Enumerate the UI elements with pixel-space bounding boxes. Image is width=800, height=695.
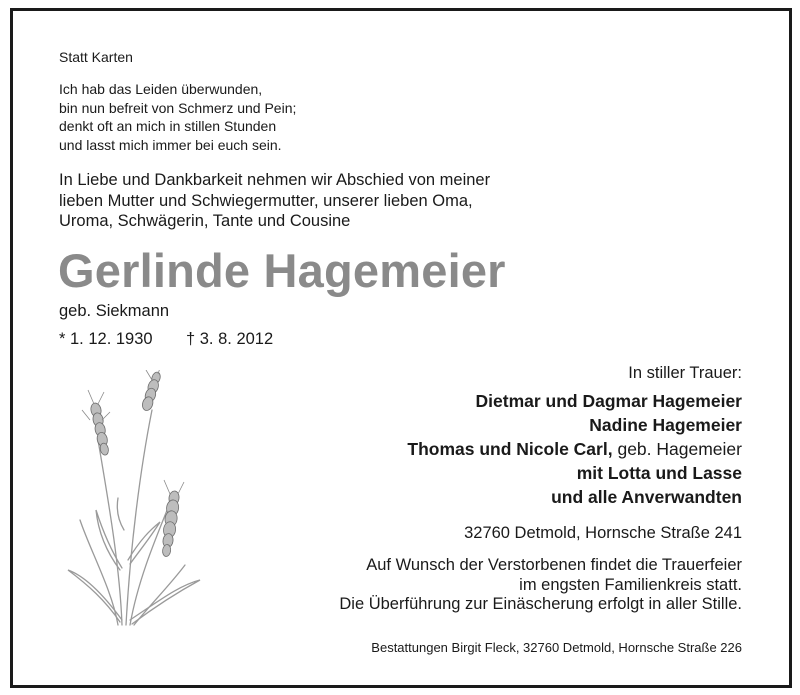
poem bbox=[59, 80, 296, 154]
mourner-line bbox=[407, 437, 742, 461]
deceased-name: Gerlinde Hagemeier bbox=[58, 244, 506, 297]
address: 32760 Detmold, Hornsche Straße 241 bbox=[464, 524, 742, 542]
intro-line: Uroma, Schwägerin, Tante und Cousine bbox=[59, 212, 351, 230]
undertaker-info: Bestattungen Birgit Fleck, 32760 Detmold, Hornsche Straße 226 bbox=[371, 640, 742, 655]
notice-line: im engsten Familienkreis statt. bbox=[519, 575, 742, 594]
intro-text bbox=[59, 170, 490, 232]
mourners-list bbox=[407, 389, 742, 509]
header-text: Statt Karten bbox=[59, 49, 133, 65]
poem-line: Ich hab das Leiden überwunden, bbox=[59, 81, 263, 97]
mourner-line: Nadine Hagemeier bbox=[589, 415, 742, 435]
ceremony-notice bbox=[339, 556, 742, 615]
death-date: † 3. 8. 2012 bbox=[186, 330, 274, 348]
intro-line: In Liebe und Dankbarkeit nehmen wir Abschied von meiner bbox=[59, 171, 491, 189]
mourner-maiden: geb. Hagemeier bbox=[617, 439, 742, 459]
mourner-line: mit Lotta und Lasse bbox=[576, 463, 742, 483]
birth-date: * 1. 12. 1930 bbox=[59, 330, 153, 348]
poem-line: denkt oft an mich in stillen Stunden bbox=[59, 118, 277, 134]
mourner-line: Dietmar und Dagmar Hagemeier bbox=[475, 391, 742, 411]
notice-line: Auf Wunsch der Verstorbenen findet die Trauerfeier bbox=[366, 556, 742, 574]
maiden-name: geb. Siekmann bbox=[59, 302, 170, 320]
notice-line: Die Überführung zur Einäscherung erfolgt in aller Stille. bbox=[339, 595, 742, 613]
poem-line: bin nun befreit von Schmerz und Pein; bbox=[59, 99, 297, 116]
mourner-line: und alle Anverwandten bbox=[551, 487, 742, 507]
poem-line: und lasst mich immer bei euch sein. bbox=[59, 136, 282, 153]
wheat-illustration bbox=[60, 370, 210, 630]
mourning-label: In stiller Trauer: bbox=[628, 364, 742, 382]
intro-line: lieben Mutter und Schwiegermutter, unserer lieben Oma, bbox=[59, 191, 473, 210]
mourner-names: Thomas und Nicole Carl, bbox=[407, 439, 613, 459]
